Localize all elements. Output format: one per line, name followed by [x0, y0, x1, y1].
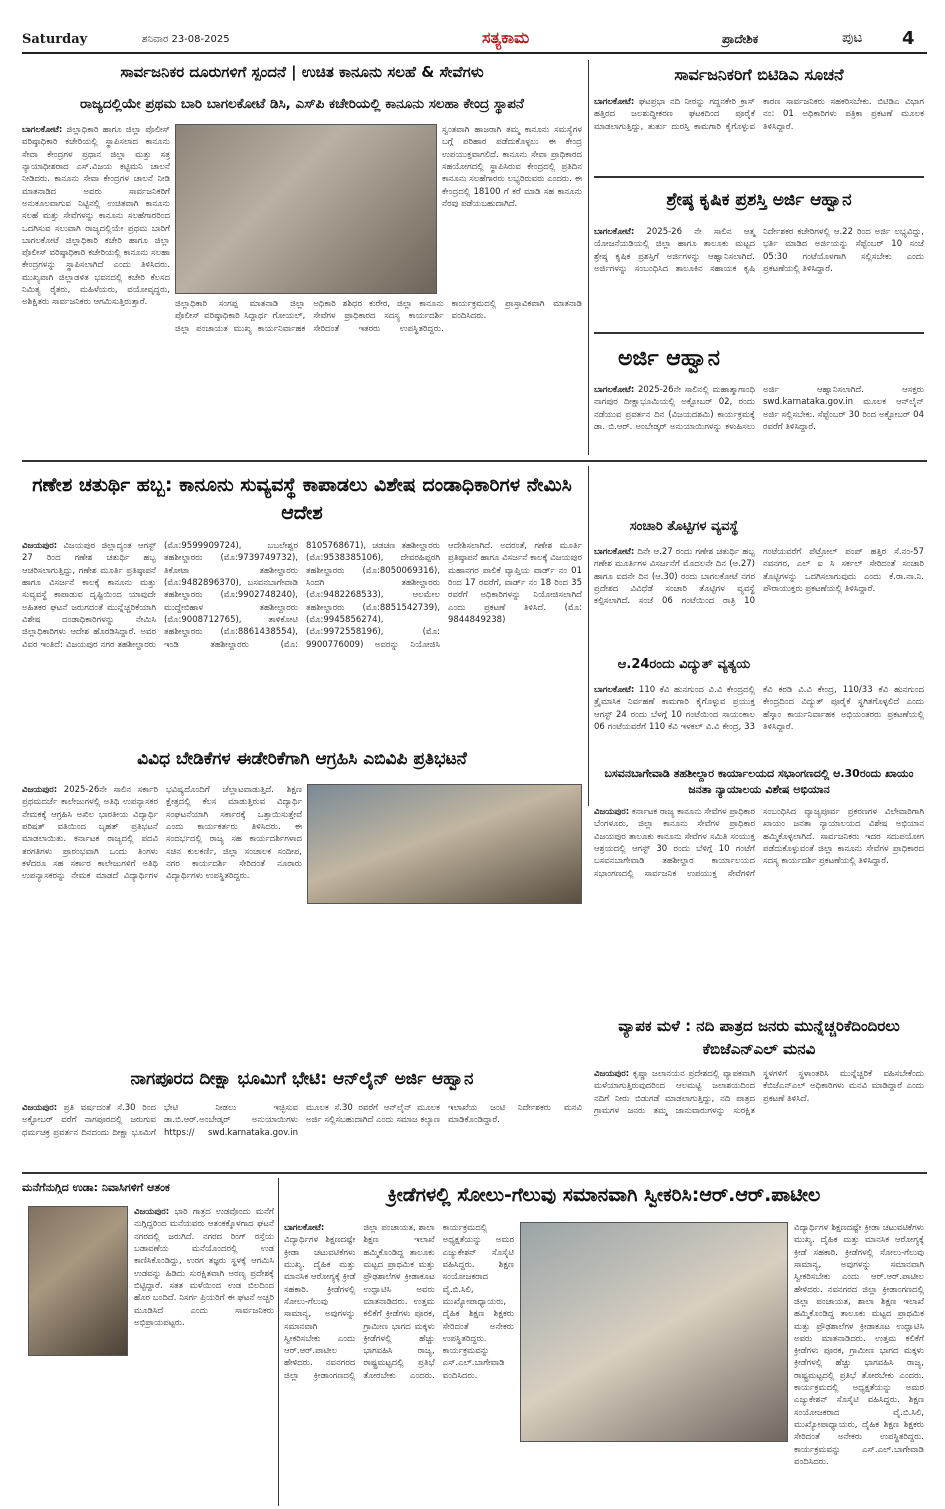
story7-text: 110 ಕೆವಿ ಹುನಗುಂದ ವಿ.ವಿ ಕೇಂದ್ರದಲ್ಲಿ ತ್ರೈಮಾಸಿಕ ನಿರ್ವಹಣೆ ಕಾಮಗಾರಿ ಕೈಗೊಳ್ಳುವ ಪ್ರಯುಕ್ತ ಆಗಸ್ಟ್ 24 ರಂದು ಬೆಳಗ್ಗೆ 10 ಗಂಟೆಯಿಂದ ಸಾಯಂಕಾಲ 06 ಗಂಟೆಯವರೆಗೆ 110 ಕೆವಿ ಇಳಕಲ್ ವಿ.ವಿ ಕೇಂದ್ರ, 33 ಕೆವಿ ಕರಡಿ ವಿ.ವಿ ಕೇಂದ್ರ, 110/33 ಕೆವಿ ಹುನಗುಂದ ಕೇಂದ್ರದಿಂದ ವಿದ್ಯುತ್ ಪೂರೈಕೆ ಸ್ಥಗಿತಗೊಳ್ಳಲಿದೆ ಎಂದು ಹೆಸ್ಕಾಂ ಕಾರ್ಯನಿರ್ವಾಹಕ ಅಭಿಯಂತರರು ಪ್ರಕಟಣೆಯಲ್ಲಿ ತಿಳಿಸಿದ್ದಾರೆ.	[594, 685, 924, 732]
story1-kicker-box	[22, 60, 582, 88]
story4-text: 2025-26ನೇ ಸಾಲಿನಲ್ಲಿ ಮಹಾತ್ಮಾಗಾಂಧಿ ನಾಗಪುರ ದೀಕ್ಷಾಭೂಮಿಯಲ್ಲಿ ಅಕ್ಟೋಬರ್ 02, ರಂದು ನಡೆಯುವ ಪ್ರವರ್ತನ ದಿನ (ವಿಜಯದಶಮಿ) ಕಾರ್ಯಕ್ರಮಕ್ಕೆ ಡಾ. ಬಿ.ಆರ್. ಅಂಬೇಡ್ಕರ್ ಅನುಯಾಯಿಗಳನ್ನು ಕಳುಹಿಸಲು ಅರ್ಜಿ ಆಹ್ವಾನಿಸಲಾಗಿದೆ. ಆಸಕ್ತರು swd.karnataka.gov.in ಮೂಲಕ ಆನ್‌ಲೈನ್ ಅರ್ಜಿ ಸಲ್ಲಿಸಬೇಕು. ಸೆಪ್ಟೆಂಬರ್ 30 ರಿಂದ ಅಕ್ಟೋಬರ್ 04 ರವರೆಗೆ ತಿಳಿಸಿದ್ದಾರೆ.	[594, 385, 924, 432]
story4-headline: ಅರ್ಜಿ ಆಹ್ವಾನ	[617, 346, 721, 371]
story3-dateline: ಬಾಗಲಕೋಟೆ:	[594, 227, 635, 237]
story6-headline: ಸಂಚಾರಿ ತೊಟ್ಟಿಗಳ ವ್ಯವಸ್ಥೆ	[629, 519, 739, 534]
story11-headline: ನಾಗಪೂರದ ದೀಕ್ಷಾ ಭೂಮಿಗೆ ಭೇಟಿ: ಆನ್‌ಲೈನ್ ಅರ್ಜಿ ಆಹ್ವಾನ	[130, 1069, 474, 1089]
story3-body	[594, 226, 924, 328]
story9-text: ಕರ್ನಾಟಕ ರಾಜ್ಯ ಕಾನೂನು ಸೇವೆಗಳ ಪ್ರಾಧಿಕಾರ ಬೆಂಗಳೂರು, ಜಿಲ್ಲಾ ಕಾನೂನು ಸೇವೆಗಳ ಪ್ರಾಧಿಕಾರ ವಿಜಯಪುರ ತಾಲೂಕು ಕಾನೂನು ಸೇವೆಗಳ ಸಮಿತಿ ಸಂಯುಕ್ತ ಆಶ್ರಯದಲ್ಲಿ ಆಗಸ್ಟ್ 30 ರಂದು ಬೆಳಿಗ್ಗೆ 10 ಗಂಟೆಗೆ ಬಸವನಬಾಗೇವಾಡಿ ತಹಶೀಲ್ದಾರ ಕಾರ್ಯಾಲಯದ ಸಭಾಂಗಣದಲ್ಲಿ ಸಾರ್ವಜನಿಕ ಉಪಯುಕ್ತ ಸೇವೆಗಳಿಗೆ ಸಂಬಂಧಿಸಿದ ವ್ಯಾಜ್ಯಪೂರ್ವ ಪ್ರಕರಣಗಳ ವಿಲೇವಾರಿಗಾಗಿ ಖಾಯಂ ಜನತಾ ನ್ಯಾಯಾಲಯದ ವಿಶೇಷ ಅಭಿಯಾನ ಹಮ್ಮಿಕೊಳ್ಳಲಾಗಿದೆ. ಸಾರ್ವಜನಿಕರು ಇದರ ಸದುಪಯೋಗ ಪಡೆದುಕೊಳ್ಳುವಂತೆ ಜಿಲ್ಲಾ ಕಾನೂನು ಸೇವೆಗಳ ಪ್ರಾಧಿಕಾರದ ಸದಸ್ಯ ಕಾರ್ಯದರ್ಶಿ ಪ್ರಕಟಣೆಯಲ್ಲಿ ತಿಳಿಸಿದ್ದಾರೆ.	[594, 807, 924, 879]
story13-dateline: ಬಾಗಲಕೋಟೆ:	[284, 1223, 325, 1233]
story11-headline-box	[22, 1064, 582, 1098]
story5-dateline: ವಿಜಯಪುರ:	[22, 541, 58, 551]
story1-headline: ರಾಜ್ಯದಲ್ಲಿಯೇ ಪ್ರಥಮ ಬಾರಿ ಬಾಗಲಕೋಟೆ ಡಿಸಿ, ಎಸ್‌ಪಿ ಕಚೇರಿಯಲ್ಲಿ ಕಾನೂನು ಸಲಹಾ ಕೇಂದ್ರ ಸ್ಥಾಪನೆ	[80, 96, 524, 112]
masthead-page-label: ಪುಟ	[842, 30, 863, 46]
story5-headline: ಗಣೇಶ ಚತುರ್ಥಿ ಹಬ್ಬ: ಕಾನೂನು ಸುವ್ಯವಸ್ಥೆ ಕಾಪಾಡಲು ವಿಶೇಷ ದಂಡಾಧಿಕಾರಿಗಳ ನೇಮಿಸಿ ಆದೇಶ	[32, 474, 572, 524]
story13-headline: ಕ್ರೀಡೆಗಳಲ್ಲಿ ಸೋಲು-ಗೆಲುವು ಸಮಾನವಾಗಿ ಸ್ವೀಕರಿಸಿ:ಆರ್.ಆರ್.ಪಾಟೀಲ	[387, 1184, 821, 1206]
story13-text: ವಿದ್ಯಾರ್ಥಿಗಳ ಶಿಕ್ಷಣದಷ್ಟೇ ಕ್ರೀಡಾ ಚಟುವಟಿಕೆಗಳು ಮುಖ್ಯ. ದೈಹಿಕ ಮತ್ತು ಮಾನಸಿಕ ಆರೋಗ್ಯಕ್ಕೆ ಕ್ರೀಡೆ ಸಹಕಾರಿ. ಕ್ರೀಡೆಗಳಲ್ಲಿ ಸೋಲು-ಗೆಲುವು ಸಾಮಾನ್ಯ, ಅವುಗಳನ್ನು ಸಮಾನವಾಗಿ ಸ್ವೀಕರಿಸಬೇಕು ಎಂದು ಆರ್.ಆರ್.ಪಾಟೀಲ ಹೇಳಿದರು. ನವನಗರದ ಜಿಲ್ಲಾ ಕ್ರೀಡಾಂಗಣದಲ್ಲಿ ಜಿಲ್ಲಾ ಪಂಚಾಯತ, ಶಾಲಾ ಶಿಕ್ಷಣ ಇಲಾಖೆ ಹಮ್ಮಿಕೊಂಡಿದ್ದ ತಾಲೂಕು ಮಟ್ಟದ ಪ್ರಾಥಮಿಕ ಮತ್ತು ಪ್ರೌಢಶಾಲೆಗಳ ಕ್ರೀಡಾಕೂಟ ಉದ್ಘಾಟಿಸಿ ಅವರು ಮಾತನಾಡಿದರು. ಉತ್ತಮ ಕಲಿಕೆಗೆ ಕ್ರೀಡೆಗಳು ಪೂರಕ, ಗ್ರಾಮೀಣ ಭಾಗದ ಮಕ್ಕಳು ಕ್ರೀಡೆಗಳಲ್ಲಿ ಹೆಚ್ಚು ಭಾಗವಹಿಸಿ ರಾಜ್ಯ, ರಾಷ್ಟ್ರಮಟ್ಟದಲ್ಲಿ ಪ್ರತಿಭೆ ತೋರಬೇಕು ಎಂದರು. ಕಾರ್ಯಕ್ರಮದಲ್ಲಿ ಅಧ್ಯಕ್ಷತೆಯನ್ನು ಅಮರ ಎಜ್ಯುಕೇಶನ್ ಸೊಸೈಟಿ ವಹಿಸಿದ್ದರು. ಶಿಕ್ಷಣ ಸಂಯೋಜಕರಾದ ವೈ.ಬಿ.ಸಿಲಿ, ಮುಖ್ಯೋಪಾಧ್ಯಾಯರು, ದೈಹಿಕ ಶಿಕ್ಷಣ ಶಿಕ್ಷಕರು ಸೇರಿದಂತೆ ಅನೇಕರು ಉಪಸ್ಥಿತರಿದ್ದರು. ಕಾರ್ಯಕ್ರಮವನ್ನು ಎಸ್.ಎಲ್.ಬಾಗೇವಾಡಿ ವಂದಿಸಿದರು.	[284, 1223, 514, 1381]
story8-dateline: ವಿಜಯಪುರ:	[22, 785, 58, 795]
story6-headline-box	[594, 516, 774, 542]
story7-headline: ಆ.24ರಂದು ವಿದ್ಯುತ್ ವ್ಯತ್ಯಯ	[617, 657, 751, 672]
masthead-date: ಶನಿವಾರ 23-08-2025	[142, 34, 230, 45]
story2-rule	[594, 176, 924, 178]
story2-headline: ಸಾರ್ವಜನಿಕರಿಗೆ ಬಿಟಿಡಿಎ ಸೂಚನೆ	[674, 65, 844, 84]
story12-photo	[28, 1206, 128, 1356]
story10-headline: ವ್ಯಾಪಕ ಮಳೆ : ನದಿ ಪಾತ್ರದ ಜನರು ಮುನ್ನೆಚ್ಚರಿಕೆದಿಂದಿರಲು ಕೆಬಿಜೆಎನ್‌ಎಲ್ ಮನವಿ	[618, 1017, 900, 1058]
column-divider-2	[588, 466, 589, 806]
story9-headline: ಬಸವನಬಾಗೇವಾಡಿ ತಹಶೀಲ್ದಾರ ಕಾರ್ಯಾಲಯದ ಸಭಾಂಗಣದಲ್ಲಿ ಆ.30ರಂದು ಖಾಯಂ ಜನತಾ ನ್ಯಾಯಾಲಯ ವಿಶೇಷ ಅಭಿಯಾನ	[604, 767, 914, 796]
story3-headline-box	[594, 184, 924, 220]
story1-body-mid: ಸ್ವಂತವಾಗಿ ಹಾಜರಾಗಿ ತಮ್ಮ ಕಾನೂನು ಸಮಸ್ಯೆಗಳ ಬಗ್ಗೆ ಪರಿಹಾರ ಪಡೆದುಕೊಳ್ಳಲು ಈ ಕೇಂದ್ರ ಉಪಯುಕ್ತವಾಗಲಿದೆ. ಕಾನೂನು ಸೇವಾ ಪ್ರಾಧಿಕಾರದ ಸಹಯೋಗದಲ್ಲಿ ಸ್ಥಾಪಿಸಿರುವ ಕೇಂದ್ರದಲ್ಲಿ ಪ್ರತಿದಿನ ಕಾನೂನು ಸಲಹೆಗಾರರು ಲಭ್ಯರಿರುವರು ಎಂದರು. ಈ ಕೇಂದ್ರದಲ್ಲಿ 18100 ಗೆ ಕರೆ ಮಾಡಿ ಸಹ ಕಾನೂನು ನೆರವು ಪಡೆಯಬಹುದಾಗಿದೆ.	[442, 125, 582, 209]
story8-headline-box	[22, 744, 582, 778]
story2-headline-box	[594, 60, 924, 92]
story3-headline: ಶ್ರೇಷ್ಠ ಕೃಷಿಕ ಪ್ರಶಸ್ತಿ ಅರ್ಜಿ ಆಹ್ವಾನ	[666, 190, 852, 210]
story10-text: ಕೃಷ್ಣಾ ಜಲಾನಯನ ಪ್ರದೇಶದಲ್ಲಿ ವ್ಯಾಪಕವಾಗಿ ಮಳೆಯಾಗುತ್ತಿರುವುದರಿಂದ ಆಲಮಟ್ಟಿ ಜಲಾಶಯದಿಂದ ನದಿಗೆ ನೀರು ಬಿಡುಗಡೆ ಮಾಡಲಾಗುತ್ತಿದ್ದು, ನದಿ ಪಾತ್ರದ ಗ್ರಾಮಗಳ ಜನರು ತಮ್ಮ ಜಾನುವಾರುಗಳನ್ನು ಸುರಕ್ಷಿತ ಸ್ಥಳಗಳಿಗೆ ಸ್ಥಳಾಂತರಿಸಿ ಮುನ್ನೆಚ್ಚರಿಕೆ ವಹಿಸಬೇಕೆಂದು ಕೆಬಿಜೆಎನ್‌ಎಲ್ ಅಧಿಕಾರಿಗಳು ಮನವಿ ಮಾಡಿದ್ದಾರೆ ಎಂದು ಪ್ರಕಟಣೆ ತಿಳಿಸಿದೆ.	[594, 1069, 924, 1116]
masthead-page-number: 4	[902, 28, 915, 49]
column-divider	[588, 60, 589, 455]
story12-headline: ಮನೆಗೆನುಗ್ಗಿದ ಉಡಾ: ನಿವಾಸಿಗಳಿಗೆ ಆತಂಕ	[22, 1181, 170, 1194]
story3-text: 2025-26 ನೇ ಸಾಲಿನ ಆತ್ಮ ಯೋಜನೆಯಡಿಯಲ್ಲಿ ಜಿಲ್ಲಾ ಹಾಗೂ ತಾಲೂಕು ಮಟ್ಟದ ಶ್ರೇಷ್ಠ ಕೃಷಿಕ ಪ್ರಶಸ್ತಿಗೆ ಅರ್ಜಿಗಳನ್ನು ಆಹ್ವಾನಿಸಲಾಗಿದೆ. ಅರ್ಜಿಗಳನ್ನು ಸಂಬಂಧಿಸಿದ ತಾಲೂಕಿನ ಸಹಾಯಕ ಕೃಷಿ ನಿರ್ದೇಶಕರ ಕಚೇರಿಗಳಲ್ಲಿ ಆ.22 ರಿಂದ ಅರ್ಜಿ ಲಭ್ಯವಿದ್ದು, ಭರ್ತಿ ಮಾಡಿದ ಅರ್ಜಿಯನ್ನು ಸೆಪ್ಟೆಂಬರ್ 10 ಸಂಜೆ 05:30 ಗಂಟೆಯೊಳಗಾಗಿ ಸಲ್ಲಿಸಬೇಕು ಎಂದು ಪ್ರಕಟಣೆಯಲ್ಲಿ ತಿಳಿಸಿದ್ದಾರೆ.	[594, 227, 924, 274]
story13-body-right: ವಿದ್ಯಾರ್ಥಿಗಳ ಶಿಕ್ಷಣದಷ್ಟೇ ಕ್ರೀಡಾ ಚಟುವಟಿಕೆಗಳು ಮುಖ್ಯ. ದೈಹಿಕ ಮತ್ತು ಮಾನಸಿಕ ಆರೋಗ್ಯಕ್ಕೆ ಕ್ರೀಡೆ ಸಹಕಾರಿ. ಕ್ರೀಡೆಗಳಲ್ಲಿ ಸೋಲು-ಗೆಲುವು ಸಾಮಾನ್ಯ, ಅವುಗಳನ್ನು ಸಮಾನವಾಗಿ ಸ್ವೀಕರಿಸಬೇಕು ಎಂದು ಆರ್.ಆರ್.ಪಾಟೀಲ ಹೇಳಿದರು. ನವನಗರದ ಜಿಲ್ಲಾ ಕ್ರೀಡಾಂಗಣದಲ್ಲಿ ಜಿಲ್ಲಾ ಪಂಚಾಯತ, ಶಾಲಾ ಶಿಕ್ಷಣ ಇಲಾಖೆ ಹಮ್ಮಿಕೊಂಡಿದ್ದ ತಾಲೂಕು ಮಟ್ಟದ ಪ್ರಾಥಮಿಕ ಮತ್ತು ಪ್ರೌಢಶಾಲೆಗಳ ಕ್ರೀಡಾಕೂಟ ಉದ್ಘಾಟಿಸಿ ಅವರು ಮಾತನಾಡಿದರು. ಉತ್ತಮ ಕಲಿಕೆಗೆ ಕ್ರೀಡೆಗಳು ಪೂರಕ, ಗ್ರಾಮೀಣ ಭಾಗದ ಮಕ್ಕಳು ಕ್ರೀಡೆಗಳಲ್ಲಿ ಹೆಚ್ಚು ಭಾಗವಹಿಸಿ ರಾಜ್ಯ, ರಾಷ್ಟ್ರಮಟ್ಟದಲ್ಲಿ ಪ್ರತಿಭೆ ತೋರಬೇಕು ಎಂದರು. ಕಾರ್ಯಕ್ರಮದಲ್ಲಿ ಅಧ್ಯಕ್ಷತೆಯನ್ನು ಅಮರ ಎಜ್ಯುಕೇಶನ್ ಸೊಸೈಟಿ ವಹಿಸಿದ್ದರು. ಶಿಕ್ಷಣ ಸಂಯೋಜಕರಾದ ವೈ.ಬಿ.ಸಿಲಿ, ಮುಖ್ಯೋಪಾಧ್ಯಾಯರು, ದೈಹಿಕ ಶಿಕ್ಷಣ ಶಿಕ್ಷಕರು ಸೇರಿದಂತೆ ಅನೇಕರು ಉಪಸ್ಥಿತರಿದ್ದರು. ಕಾರ್ಯಕ್ರಮವನ್ನು ಎಸ್.ಎಲ್.ಬಾಗೇವಾಡಿ ವಂದಿಸಿದರು.	[794, 1223, 924, 1467]
story9-headline-box	[594, 762, 924, 802]
story7-dateline: ಬಾಗಲಕೋಟೆ:	[594, 685, 635, 695]
story8-headline: ವಿವಿಧ ಬೇಡಿಕೆಗಳ ಈಡೇರಿಕೆಗಾಗಿ ಆಗ್ರಹಿಸಿ ಎಬಿವಿಪಿ ಪ್ರತಿಭಟನೆ	[137, 749, 467, 769]
story6-text: ದಿನೇ ಆ.27 ರಂದು ಗಣೇಶ ಚತುರ್ಥಿ ಹಬ್ಬ ಗಣೇಶ ಮೂರ್ತಿಗಳ ವಿಸರ್ಜನೆಗೆ ಮೊದಲನೇ ದಿನ (ಆ.27) ಹಾಗೂ ಐದನೇ ದಿನ (ಆ.30) ರಂದು ಬಾಗಲಕೋಟೆ ನಗರ ಪ್ರದೇಶದ ವಿವಿಧೆಡೆ ಸಂಚಾರಿ ತೊಟ್ಟಿಗಳ ವ್ಯವಸ್ಥೆ ಕಲ್ಪಿಸಲಾಗಿದೆ. ಸಂಜೆ 06 ಗಂಟೆಯಿಂದ ರಾತ್ರಿ 10 ಗಂಟೆಯವರೆಗೆ ಪೆಟ್ರೋಲ್ ಪಂಪ್ ಹತ್ತಿರ ಸೆ.ನಂ-57 ನವನಗರ, ಎಲ್ ಐ ಸಿ ಸರ್ಕಲ್ ಸೇರಿದಂತೆ ಸಂಚಾರಿ ತೊಟ್ಟಿಗಳನ್ನು ಒದಗಿಸಲಾಗುವುದು ಎಂದು ಕೆ.ರಾ.ನಾ.ನಿ. ಪೌರಾಯುಕ್ತರು ಪ್ರಕಟಣೆಯಲ್ಲಿ ತಿಳಿಸಿದ್ದಾರೆ.	[594, 547, 924, 607]
story10-dateline: ವಿಜಯಪುರ:	[594, 1069, 630, 1079]
story13-photo	[520, 1222, 788, 1442]
story11-text: ಪ್ರತಿ ವರ್ಷದಂತೆ ಸೆ.30 ರಿಂದ ಅಕ್ಟೋಬರ್ ವರೆಗೆ ನಾಗಪೂರದಲ್ಲಿ ಜರುಗುವ ಧರ್ಮಚಕ್ರ ಪ್ರವರ್ತನ ದಿನದಂದು ದೀಕ್ಷಾ ಭೂಮಿಗೆ ಭೇಟಿ ನೀಡಲು ಇಚ್ಛಿಸುವ ಡಾ.ಬಿ.ಆರ್.ಅಂಬೇಡ್ಕರ್ ಅನುಯಾಯಿಗಳು https:// swd.karnataka.gov.in ಮೂಲಕ ಸೆ.30 ರವರೆಗೆ ಆನ್‌ಲೈನ್ ಮೂಲಕ ಅರ್ಜಿ ಸಲ್ಲಿಸಬಹುದಾಗಿದೆ ಎಂದು ಸಮಾಜ ಕಲ್ಯಾಣ ಇಲಾಖೆಯ ಜಂಟಿ ನಿರ್ದೇಶಕರು ಮನವಿ ಮಾಡಿಕೊಂಡಿದ್ದಾರೆ.	[22, 1103, 582, 1138]
story4-body	[594, 384, 924, 456]
masthead-brand: ಸತ್ಯಕಾಮ	[482, 28, 530, 47]
story9-dateline: ವಿಜಯಪುರ:	[594, 807, 630, 817]
story8-body	[22, 784, 302, 974]
story13-body	[284, 1222, 514, 1506]
story3-rule	[594, 332, 924, 334]
story1-text-left: ಜಿಲ್ಲಾಧಿಕಾರಿ ಹಾಗೂ ಜಿಲ್ಲಾ ಪೊಲೀಸ್ ವರಿಷ್ಠಾಧಿಕಾರಿ ಕಚೇರಿಯಲ್ಲಿ ಸ್ಥಾಪಿಸಲಾದ ಕಾನೂನು ಸೇವಾ ಕೇಂದ್ರಗಳ ಪ್ರಧಾನ ಜಿಲ್ಲಾ ಮತ್ತು ಸತ್ರ ನ್ಯಾಯಾಧೀಶರಾದ ಎಸ್.ವಿಜಯ ಕಟ್ಟಿಮನಿ ಚಾಲನೆ ನೀಡಿದರು. ಕಾನೂನು ಸೇವಾ ಕೇಂದ್ರಗಳ ಚಾಲನೆ ನೀಡಿ ಮಾತನಾಡಿದ ಅವರು ಸಾರ್ವಜನಿಕರಿಗೆ ಅನುಕೂಲವಾಗುವ ನಿಟ್ಟಿನಲ್ಲಿ ಉಚಿತವಾಗಿ ಕಾನೂನು ಸಲಹೆ ಮತ್ತು ಸೇವೆಗಳನ್ನು ಕಾನೂನು ಸಲಹೆಗಾರರಿಂದ ಒದಗಿಸುವ ಸಲುವಾಗಿ ರಾಜ್ಯದಲ್ಲಿಯೇ ಪ್ರಥಮ ಬಾರಿಗೆ ಬಾಗಲಕೋಟೆ ಜಿಲ್ಲಾಧಿಕಾರಿ ಕಚೇರಿ ಹಾಗೂ ಜಿಲ್ಲಾ ಪೊಲೀಸ್ ವರಿಷ್ಠಾಧಿಕಾರಿ ಕಚೇರಿಯಲ್ಲಿ ಕಾನೂನು ಸಲಹಾ ಕೇಂದ್ರಗಳನ್ನು ಸ್ಥಾಪಿಸಲಾಗಿದೆ ಎಂದು ತಿಳಿಸಿದರು. ಮುಖ್ಯವಾಗಿ ಜಿಲ್ಲಾಡಳಿತ ಭವನದಲ್ಲಿ ಕಚೇರಿ ಕೆಲಸದ ನಿಮಿತ್ಯ ರೈತರು, ಮಹಿಳೆಯರು, ವಯೋವೃದ್ಧರು, ಅಶಿಕ್ಷಿತರು ಸಾರ್ವಜನಿಕರು ಆಗಮಿಸುತ್ತಿರುತ್ತಾರೆ.	[22, 125, 170, 308]
story9-body	[594, 806, 924, 1006]
story5-text: ವಿಜಯಪುರ ಜಿಲ್ಲಾದ್ಯಂತ ಆಗಸ್ಟ್ 27 ರಿಂದ ಗಣೇಶ ಚತುರ್ಥಿ ಹಬ್ಬ ಆಚರಿಸಲಾಗುತ್ತಿದ್ದು, ಗಣೇಶ ಮೂರ್ತಿ ಪ್ರತಿಷ್ಠಾಪನೆ ಹಾಗೂ ವಿಸರ್ಜನೆ ಕಾಲಕ್ಕೆ ಕಾನೂನು ಮತ್ತು ಸುವ್ಯವಸ್ಥೆ ಕಾಪಾಡುವ ದೃಷ್ಟಿಯಿಂದ ಯಾವುದೇ ಅಹಿತಕರ ಘಟನೆ ಜರುಗದಂತೆ ಮುನ್ನೆಚ್ಚರಿಕೆಯಾಗಿ ವಿಶೇಷ ದಂಡಾಧಿಕಾರಿಗಳನ್ನು ನೇಮಿಸಿ ಜಿಲ್ಲಾಧಿಕಾರಿಗಳು ಆದೇಶ ಹೊರಡಿಸಿದ್ದಾರೆ. ಅವರ ವಿವರ ಇಂತಿದೆ: ವಿಜಯಪುರ ನಗರ ತಹಶೀಲ್ದಾರರು (ಮೊ:9599909724), ಬಬಲೇಶ್ವರ ತಹಶೀಲ್ದಾರರು (ಮೊ:9739749732), ತಿಕೋಟಾ ತಹಶೀಲ್ದಾರರು (ಮೊ:9482896370), ಬಸವನಬಾಗೇವಾಡಿ ತಹಶೀಲ್ದಾರರು (ಮೊ:9902748240), ಮುದ್ದೇಬಿಹಾಳ ತಹಶೀಲ್ದಾರರು (ಮೊ:9008712765), ತಾಳಿಕೋಟಿ ತಹಶೀಲ್ದಾರರು (ಮೊ:8861438554), ಇಂಡಿ ತಹಶೀಲ್ದಾರರು (ಮೊ: 8105768671), ಚಡಚಣ ತಹಶೀಲ್ದಾರರು (ಮೊ:9538385106), ದೇವರಹಿಪ್ಪರಗಿ ತಹಶೀಲ್ದಾರರು (ಮೊ:8050069316), ಸಿಂದಗಿ ತಹಶೀಲ್ದಾರರು (ಮೊ:9482268533), ಆಲಮೇಲ ತಹಶೀಲ್ದಾರರು (ಮೊ:8851542739), (ಮೊ:9945856274), (ಮೊ:9972558196), (ಮೊ: 9900776009) ಅವರನ್ನು ನಿಯೋಜಿಸಿ ಆದೇಶಿಸಲಾಗಿದೆ. ಅದರಂತೆ, ಗಣೇಶ ಮೂರ್ತಿ ಪ್ರತಿಷ್ಠಾಪನೆ ಹಾಗೂ ವಿಸರ್ಜನೆ ಕಾಲಕ್ಕೆ ವಿಜಯಪುರ ಮಹಾನಗರ ಪಾಲಿಕೆ ವ್ಯಾಪ್ತಿಯ ವಾರ್ಡ್ ನಂ 01 ರಿಂದ 17 ರವರೆಗೆ, ವಾರ್ಡ್ ನಂ 18 ರಿಂದ 35 ರವರೆಗೆ ಅಧಿಕಾರಿಗಳನ್ನು ನಿಯೋಜಿಸಲಾಗಿದೆ ಎಂದು ಪ್ರಕಟಣೆ ತಿಳಿಸಿದೆ. (ಮೊ: 9844849238)	[22, 541, 582, 650]
story11-body	[22, 1102, 582, 1168]
story1-photo	[175, 124, 437, 294]
masthead	[22, 28, 927, 54]
story5-body	[22, 540, 582, 740]
story4-dateline: ಬಾಗಲಕೋಟೆ:	[594, 385, 635, 395]
section-rule	[22, 460, 927, 462]
story6-body	[594, 546, 924, 650]
story8-text: 2025-26ನೇ ಸಾಲಿನ ಸರ್ಕಾರಿ ಪ್ರಥಮದರ್ಜೆ ಕಾಲೇಜುಗಳಲ್ಲಿ ಅತಿಥಿ ಉಪನ್ಯಾಸಕರ ನೇಮಕಕ್ಕೆ ಆಗ್ರಹಿಸಿ ಅಖಿಲ ಭಾರತೀಯ ವಿದ್ಯಾರ್ಥಿ ಪರಿಷತ್ ವತಿಯಿಂದ ಬೃಹತ್ ಪ್ರತಿಭಟನೆ ಮಾಡಲಾಯಿತು. ಕರ್ನಾಟಕ ರಾಜ್ಯದಲ್ಲಿ ಪದವಿ ತರಗತಿಗಳು ಪ್ರಾರಂಭವಾಗಿ ಒಂದು ತಿಂಗಳು ಕಳೆದರೂ ಸಹ ಸರ್ಕಾರ ಕಾಲೇಜುಗಳಿಗೆ ಅತಿಥಿ ಉಪನ್ಯಾಸಕರನ್ನು ನೇಮಕ ಮಾಡದೆ ವಿದ್ಯಾರ್ಥಿಗಳ ಭವಿಷ್ಯದೊಂದಿಗೆ ಚೆಲ್ಲಾಟವಾಡುತ್ತಿದೆ. ಶಿಕ್ಷಣ ಕ್ಷೇತ್ರದಲ್ಲಿ ಕೆಲಸ ಮಾಡುತ್ತಿರುವ ವಿದ್ಯಾರ್ಥಿ ಸಂಘಟನೆಯಾಗಿ ಸರ್ಕಾರಕ್ಕೆ ಒತ್ತಾಯಿಸುತ್ತೇವೆ ಎಂದು ಕಾರ್ಯಕರ್ತರು ತಿಳಿಸಿದರು. ಈ ಸಂದರ್ಭದಲ್ಲಿ ರಾಜ್ಯ ಸಹ ಕಾರ್ಯದರ್ಶಿಗಳಾದ ಸಚಿನ ಕುಲಕರ್ಣಿ, ಜಿಲ್ಲಾ ಸಂಚಾಲಕ ಸಂದೀಪ, ನಗರ ಕಾರ್ಯದರ್ಶಿ ಸೇರಿದಂತೆ ನೂರಾರು ವಿದ್ಯಾರ್ಥಿಗಳು ಉಪಸ್ಥಿತರಿದ್ದರು.	[22, 785, 302, 882]
story10-body	[594, 1068, 924, 1168]
story7-headline-box	[594, 654, 774, 680]
story7-body	[594, 684, 924, 756]
story13-headline-box	[284, 1178, 924, 1218]
story1-body-left	[22, 124, 170, 454]
story1-kicker: ಸಾರ್ವಜನಿಕರ ದೂರುಗಳಿಗೆ ಸ್ಪಂದನೆ | ಉಚಿತ ಕಾನೂನು ಸಲಹೆ & ಸೇವೆಗಳು	[120, 63, 484, 81]
story5-headline-box	[22, 466, 582, 536]
story12-text: ಭಾರಿ ಗಾತ್ರದ ಉಡವೊಂದು ಮನೆಗೆ ನುಗ್ಗಿದ್ದರಿಂದ ಮನೆಯವರು ಆತಂಕಕ್ಕೊಳಗಾದ ಘಟನೆ ನಗರದಲ್ಲಿ ಜರುಗಿದೆ. ನಗರದ ರಿಂಗ್ ರಸ್ತೆಯ ಬಡಾವಣೆಯ ಮನೆಯೊಂದರಲ್ಲಿ ಉಡ ಕಾಣಿಸಿಕೊಂಡಿದ್ದು, ಉರಗ ತಜ್ಞರು ಸ್ಥಳಕ್ಕೆ ಆಗಮಿಸಿ ಉಡವನ್ನು ಹಿಡಿದು ಸುರಕ್ಷಿತವಾಗಿ ಅರಣ್ಯ ಪ್ರದೇಶಕ್ಕೆ ಬಿಟ್ಟಿದ್ದಾರೆ. ಸತತ ಮಳೆಯಿಂದ ಉಡ ಬಿಲದಿಂದ ಹೊರ ಬಂದಿದೆ. ನಿಸರ್ಗ ಪ್ರಿಯರಿಗೆ ಈ ಘಟನೆ ಅಚ್ಚರಿ ಮೂಡಿಸಿದೆ ಎಂದು ಸಾರ್ವಜನಿಕರು ಅಭಿಪ್ರಾಯಪಟ್ಟರು.	[134, 1207, 274, 1328]
story8-photo	[307, 784, 582, 904]
story4-headline-box	[594, 340, 744, 380]
story12-body	[134, 1206, 274, 1506]
story1-dateline: ಬಾಗಲಕೋಟೆ:	[22, 125, 63, 135]
story10-headline-box	[594, 1012, 924, 1064]
story12-headline-box	[22, 1178, 272, 1200]
story6-dateline: ಬಾಗಲಕೋಟೆ:	[594, 547, 635, 557]
column-divider-3	[278, 1178, 279, 1506]
story1-headline-box	[22, 92, 582, 120]
masthead-day: Saturday	[22, 32, 88, 47]
story2-dateline: ಬಾಗಲಕೋಟೆ:	[594, 97, 635, 107]
story2-body	[594, 96, 924, 171]
section-rule-2	[22, 1172, 927, 1174]
masthead-section: ಪ್ರಾದೇಶಿಕ	[722, 32, 759, 46]
story11-dateline: ವಿಜಯಪುರ:	[22, 1103, 58, 1113]
story2-text: ಘಟಪ್ರಭಾ ನದಿ ನೀರನ್ನು ಗದ್ದನಕೇರಿ ಕ್ರಾಸ್ ಹತ್ತಿರದ ಜಲಶುದ್ಧೀಕರಣ ಘಟಕದಿಂದ ಪೂರೈಕೆ ಮಾಡಲಾಗುತ್ತಿದ್ದು, ತುರ್ತು ದುರಸ್ತಿ ಕಾಮಗಾರಿ ಕೈಗೊಳ್ಳುವ ಕಾರಣ ಸಾರ್ವಜನಿಕರು ಸಹಕರಿಸಬೇಕು. ಬಿಟಿಡಿಎ ವಿಭಾಗ ನಂ: 01 ಅಧಿಕಾರಿಗಳು ಪತ್ರಿಕಾ ಪ್ರಕಟಣೆ ಮೂಲಕ ತಿಳಿಸಿದ್ದಾರೆ.	[594, 97, 924, 132]
story1-body-right: ಜಿಲ್ಲಾಧಿಕಾರಿ ಸಂಗಪ್ಪ ಮಾತನಾಡಿ ಜಿಲ್ಲಾ ಪೊಲೀಸ್ ವರಿಷ್ಠಾಧಿಕಾರಿ ಸಿದ್ದಾರ್ಥ ಗೋಯಲ್, ಜಿಲ್ಲಾ ಪಂಚಾಯತ ಮುಖ್ಯ ಕಾರ್ಯನಿರ್ವಾಹಕ ಅಧಿಕಾರಿ ಶಶಿಧರ ಕುರೇರ, ಜಿಲ್ಲಾ ಕಾನೂನು ಸೇವೆಗಳ ಪ್ರಾಧಿಕಾರದ ಸದಸ್ಯ ಕಾರ್ಯದರ್ಶಿ ಸೇರಿದಂತೆ ಇತರರು ಉಪಸ್ಥಿತರಿದ್ದರು. ಕಾರ್ಯಕ್ರಮದಲ್ಲಿ ಪ್ರಾಸ್ತಾವಿಕವಾಗಿ ಮಾತನಾಡಿ ವಂದಿಸಿದರು.	[175, 299, 582, 334]
story12-dateline: ವಿಜಯಪುರ:	[134, 1207, 170, 1217]
